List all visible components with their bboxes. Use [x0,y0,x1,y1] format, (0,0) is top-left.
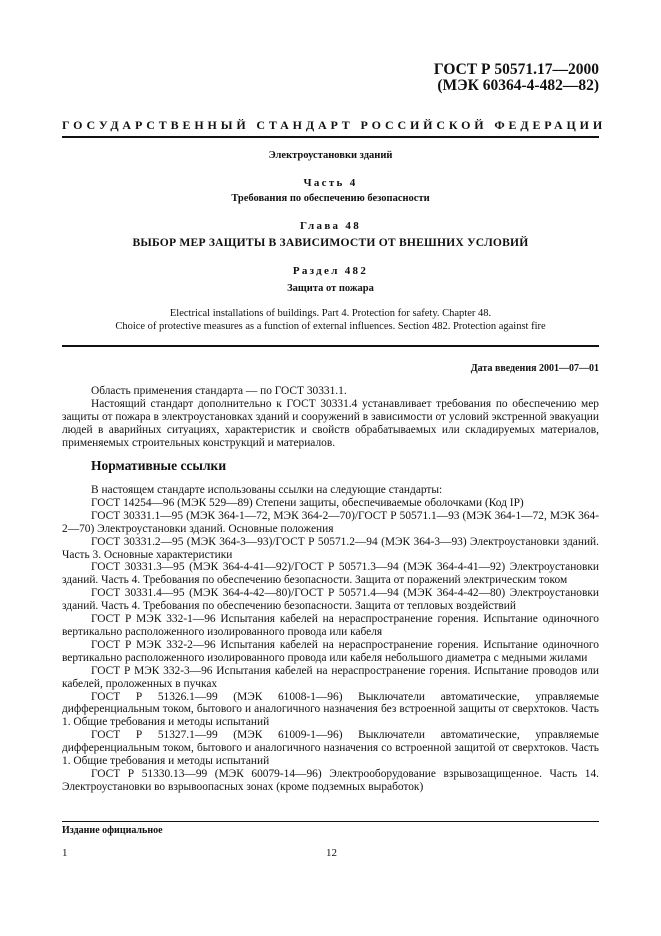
normative-references-list [62,484,599,794]
reference-item: ГОСТ 30331.2—95 (МЭК 364-3—93)/ГОСТ Р 50571.2—94 (МЭК 364-3—93) Электроустановки зданий. Часть 3. Основные характеристики [62,535,599,561]
intro-text [62,385,599,450]
reference-item: ГОСТ 30331.4—95 (МЭК 364-4-42—80)/ГОСТ Р 50571.4—94 (МЭК 364-4-42—80) Электроустановки зданий. Часть 4. Требования по обеспечению безопасности. Защита от тепловых воздействий [62,587,599,613]
gost-number: ГОСТ Р 50571.17—2000 [433,61,599,78]
subject-title: Электроустановки зданий [268,150,393,161]
part-title: Требования по обеспечению безопасности [231,193,430,204]
reference-item: ГОСТ 14254—96 (МЭК 529—89) Степени защиты, обеспечиваемые оболочками (Код IP) [91,496,524,509]
reference-item: ГОСТ Р МЭК 332-1—96 Испытания кабелей на нераспространение горения. Испытание одиночного вертикально расположенного изолированного провода или кабеля [62,613,599,638]
reference-item: ГОСТ Р 51330.13—99 (МЭК 60079-14—96) Электрооборудование взрывозащищенное. Часть 14. Электроустановки во взрывоопасных зонах (кроме подземных выработок) [62,767,599,793]
gost-code-block [434,62,599,94]
reference-item: ГОСТ Р 51326.1—99 (МЭК 61008-1—96) Выключатели автоматические, управляемые дифференциальным током, бытового и аналогичного назначения без встроенной защиты от сверхтоков. Часть 1. Общие требования и методы испытаний [62,690,599,729]
reference-item: ГОСТ Р 51327.1—99 (МЭК 61009-1—96) Выключатели автоматические, управляемые дифференциальным током, бытового и аналогичного назначения со встроенной защитой от сверхтоков. Часть 1. Общие требования и методы испытаний [62,729,599,768]
sheet-number: 1 [62,847,68,859]
iec-number: (МЭК 60364-4-482—82) [437,77,599,94]
part-label: Часть 4 [303,177,358,189]
official-edition-label: Издание официальное [62,825,163,836]
reference-item: ГОСТ Р МЭК 332-2—96 Испытания кабелей на нераспространение горения. Испытание одиночного вертикально расположенного изолированного провода или кабеля небольшого диаметра с медными жилами [62,638,599,664]
chapter-label: Глава 48 [299,220,362,232]
page-number: 12 [326,847,337,859]
normative-references-heading: Нормативные ссылки [91,458,227,473]
reference-item: ГОСТ 30331.1—95 (МЭК 364-1—72, МЭК 364-2—70)/ГОСТ Р 50571.1—93 (МЭК 364-1—72, МЭК 364-2—70) Электроустановки зданий. Основные положения [62,509,599,535]
top-divider [62,136,599,138]
title-divider [62,345,599,347]
section-label: Раздел 482 [292,265,369,277]
state-standard-heading: ГОСУДАРСТВЕННЫЙ СТАНДАРТ РОССИЙСКОЙ ФЕДЕРАЦИИ [62,118,607,132]
footer-divider [62,821,599,822]
introduction-date: Дата введения 2001—07—01 [470,363,599,374]
reference-item: ГОСТ Р МЭК 332-3—96 Испытания кабелей на нераспространение горения. Испытание проводов или кабелей, проложенных в пучках [62,664,599,690]
purpose-paragraph: Настоящий стандарт дополнительно к ГОСТ 30331.4 устанавливает требования по обеспечению мер защиты от пожара в электроустановках зданий и сооружений в зависимости от условий экстренной эвакуации людей в аварийных ситуациях, характеристик и свойств обрабатываемых или складируемых материалов, применяемых строительных конструкций и материалов. [62,397,599,449]
english-title-line-2: Choice of protective measures as a function of external influences. Section 482. Protection against fire [115,321,546,332]
english-title-line-1: Electrical installations of buildings. Part 4. Protection for safety. Chapter 48. [169,308,492,319]
section-title: Защита от пожара [287,283,374,294]
references-intro: В настоящем стандарте использованы ссылки на следующие стандарты: [91,484,443,496]
reference-item: ГОСТ 30331.3—95 (МЭК 364-4-41—92)/ГОСТ Р 50571.3—94 (МЭК 364-4-41—92) Электроустановки зданий. Часть 4. Требования по обеспечению безопасности. Защита от поражений электрическим током [62,561,599,587]
chapter-title: ВЫБОР МЕР ЗАЩИТЫ В ЗАВИСИМОСТИ ОТ ВНЕШНИХ УСЛОВИЙ [132,236,529,249]
scope-paragraph: Область применения стандарта — по ГОСТ 30331.1. [91,385,347,397]
